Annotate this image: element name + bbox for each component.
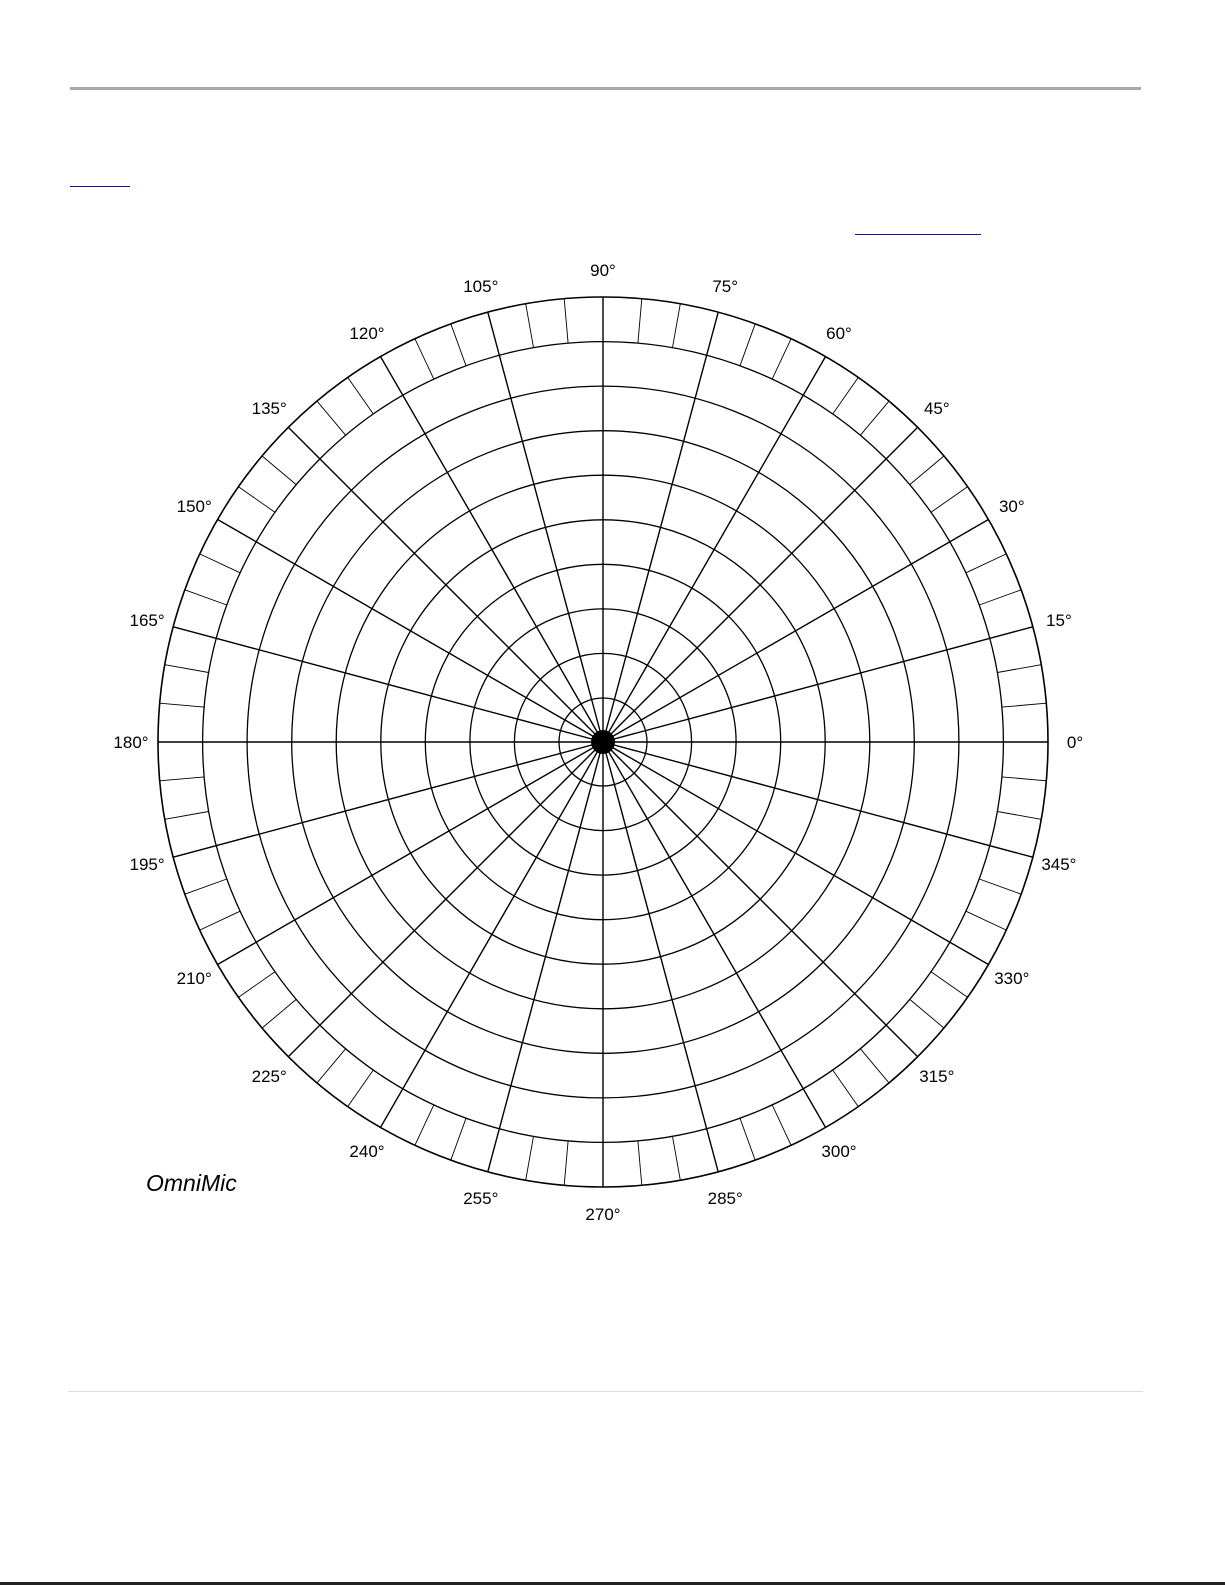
spoke-255 xyxy=(488,742,603,1172)
minor-tick-220 xyxy=(262,999,296,1028)
minor-tick-310 xyxy=(860,1049,889,1083)
angle-label-285: 285° xyxy=(707,1188,743,1208)
minor-tick-340 xyxy=(979,879,1021,894)
minor-tick-325 xyxy=(931,972,968,998)
minor-tick-265 xyxy=(564,1141,568,1185)
minor-tick-130 xyxy=(317,401,346,435)
angle-label-180: 180° xyxy=(113,733,149,752)
minor-tick-50 xyxy=(860,401,889,435)
minor-tick-175 xyxy=(160,703,204,707)
angle-label-255: 255° xyxy=(463,1188,499,1208)
minor-tick-20 xyxy=(979,590,1021,605)
spoke-210 xyxy=(218,742,603,965)
minor-tick-170 xyxy=(165,665,209,673)
minor-tick-205 xyxy=(200,911,240,930)
minor-tick-320 xyxy=(910,999,944,1028)
minor-tick-5 xyxy=(1002,703,1046,707)
angle-label-345: 345° xyxy=(1041,855,1077,875)
minor-tick-25 xyxy=(966,554,1006,573)
minor-tick-65 xyxy=(772,339,791,379)
minor-tick-55 xyxy=(833,378,859,415)
spoke-75 xyxy=(603,312,718,742)
angle-label-0: 0° xyxy=(1066,733,1084,752)
minor-tick-350 xyxy=(997,812,1041,820)
spoke-30 xyxy=(603,520,988,743)
spoke-105 xyxy=(488,312,603,742)
minor-tick-215 xyxy=(239,972,276,998)
minor-tick-295 xyxy=(772,1105,791,1145)
angle-label-300: 300° xyxy=(821,1141,857,1161)
minor-tick-40 xyxy=(910,456,944,485)
minor-tick-275 xyxy=(638,1141,642,1185)
minor-tick-280 xyxy=(673,1136,681,1180)
minor-tick-355 xyxy=(1002,777,1046,781)
minor-tick-335 xyxy=(966,911,1006,930)
angle-label-135: 135° xyxy=(251,399,287,419)
bottom-divider xyxy=(68,1391,1143,1392)
angle-label-240: 240° xyxy=(349,1141,385,1161)
angle-label-90: 90° xyxy=(590,261,616,280)
spoke-345 xyxy=(603,742,1033,857)
minor-tick-80 xyxy=(673,304,681,348)
brand-label: OmniMic xyxy=(146,1170,237,1196)
angle-label-330: 330° xyxy=(994,969,1030,988)
angle-label-225: 225° xyxy=(251,1066,287,1086)
minor-tick-95 xyxy=(564,299,568,343)
angle-label-195: 195° xyxy=(129,855,165,875)
spoke-330 xyxy=(603,742,988,965)
angle-label-150: 150° xyxy=(176,497,212,516)
minor-tick-140 xyxy=(262,456,296,485)
minor-tick-290 xyxy=(740,1118,755,1160)
minor-tick-200 xyxy=(185,879,227,894)
angle-label-30: 30° xyxy=(998,497,1025,516)
angle-label-165: 165° xyxy=(129,610,165,630)
angle-label-15: 15° xyxy=(1046,610,1072,630)
minor-tick-115 xyxy=(415,339,434,379)
angle-label-120: 120° xyxy=(349,324,385,344)
minor-tick-190 xyxy=(165,812,209,820)
minor-tick-155 xyxy=(200,554,240,573)
angle-label-210: 210° xyxy=(176,969,212,988)
minor-tick-125 xyxy=(348,378,374,415)
minor-tick-230 xyxy=(317,1049,346,1083)
spoke-225 xyxy=(288,742,603,1057)
angle-label-75: 75° xyxy=(712,277,739,297)
angle-label-270: 270° xyxy=(585,1205,621,1224)
minor-tick-145 xyxy=(239,487,276,513)
minor-tick-160 xyxy=(185,590,227,605)
minor-tick-260 xyxy=(526,1136,534,1180)
spoke-315 xyxy=(603,742,918,1057)
spoke-300 xyxy=(603,742,826,1127)
minor-tick-85 xyxy=(638,299,642,343)
spoke-45 xyxy=(603,427,918,742)
spoke-240 xyxy=(381,742,604,1127)
spoke-60 xyxy=(603,357,826,742)
minor-tick-245 xyxy=(415,1105,434,1145)
minor-tick-35 xyxy=(931,487,968,513)
center-hub xyxy=(591,730,615,754)
minor-tick-70 xyxy=(740,324,755,366)
spoke-135 xyxy=(288,427,603,742)
angle-label-45: 45° xyxy=(923,399,950,419)
angle-label-105: 105° xyxy=(463,277,499,297)
minor-tick-110 xyxy=(451,324,466,366)
minor-tick-185 xyxy=(160,777,204,781)
minor-tick-250 xyxy=(451,1118,466,1160)
spoke-15 xyxy=(603,627,1033,742)
spoke-195 xyxy=(173,742,603,857)
spoke-120 xyxy=(381,357,604,742)
minor-tick-305 xyxy=(833,1070,859,1107)
minor-tick-235 xyxy=(348,1070,374,1107)
spoke-165 xyxy=(173,627,603,742)
minor-tick-100 xyxy=(526,304,534,348)
angle-label-315: 315° xyxy=(919,1066,955,1086)
spoke-150 xyxy=(218,520,603,743)
spoke-285 xyxy=(603,742,718,1172)
angle-label-60: 60° xyxy=(826,324,852,344)
minor-tick-10 xyxy=(997,665,1041,673)
